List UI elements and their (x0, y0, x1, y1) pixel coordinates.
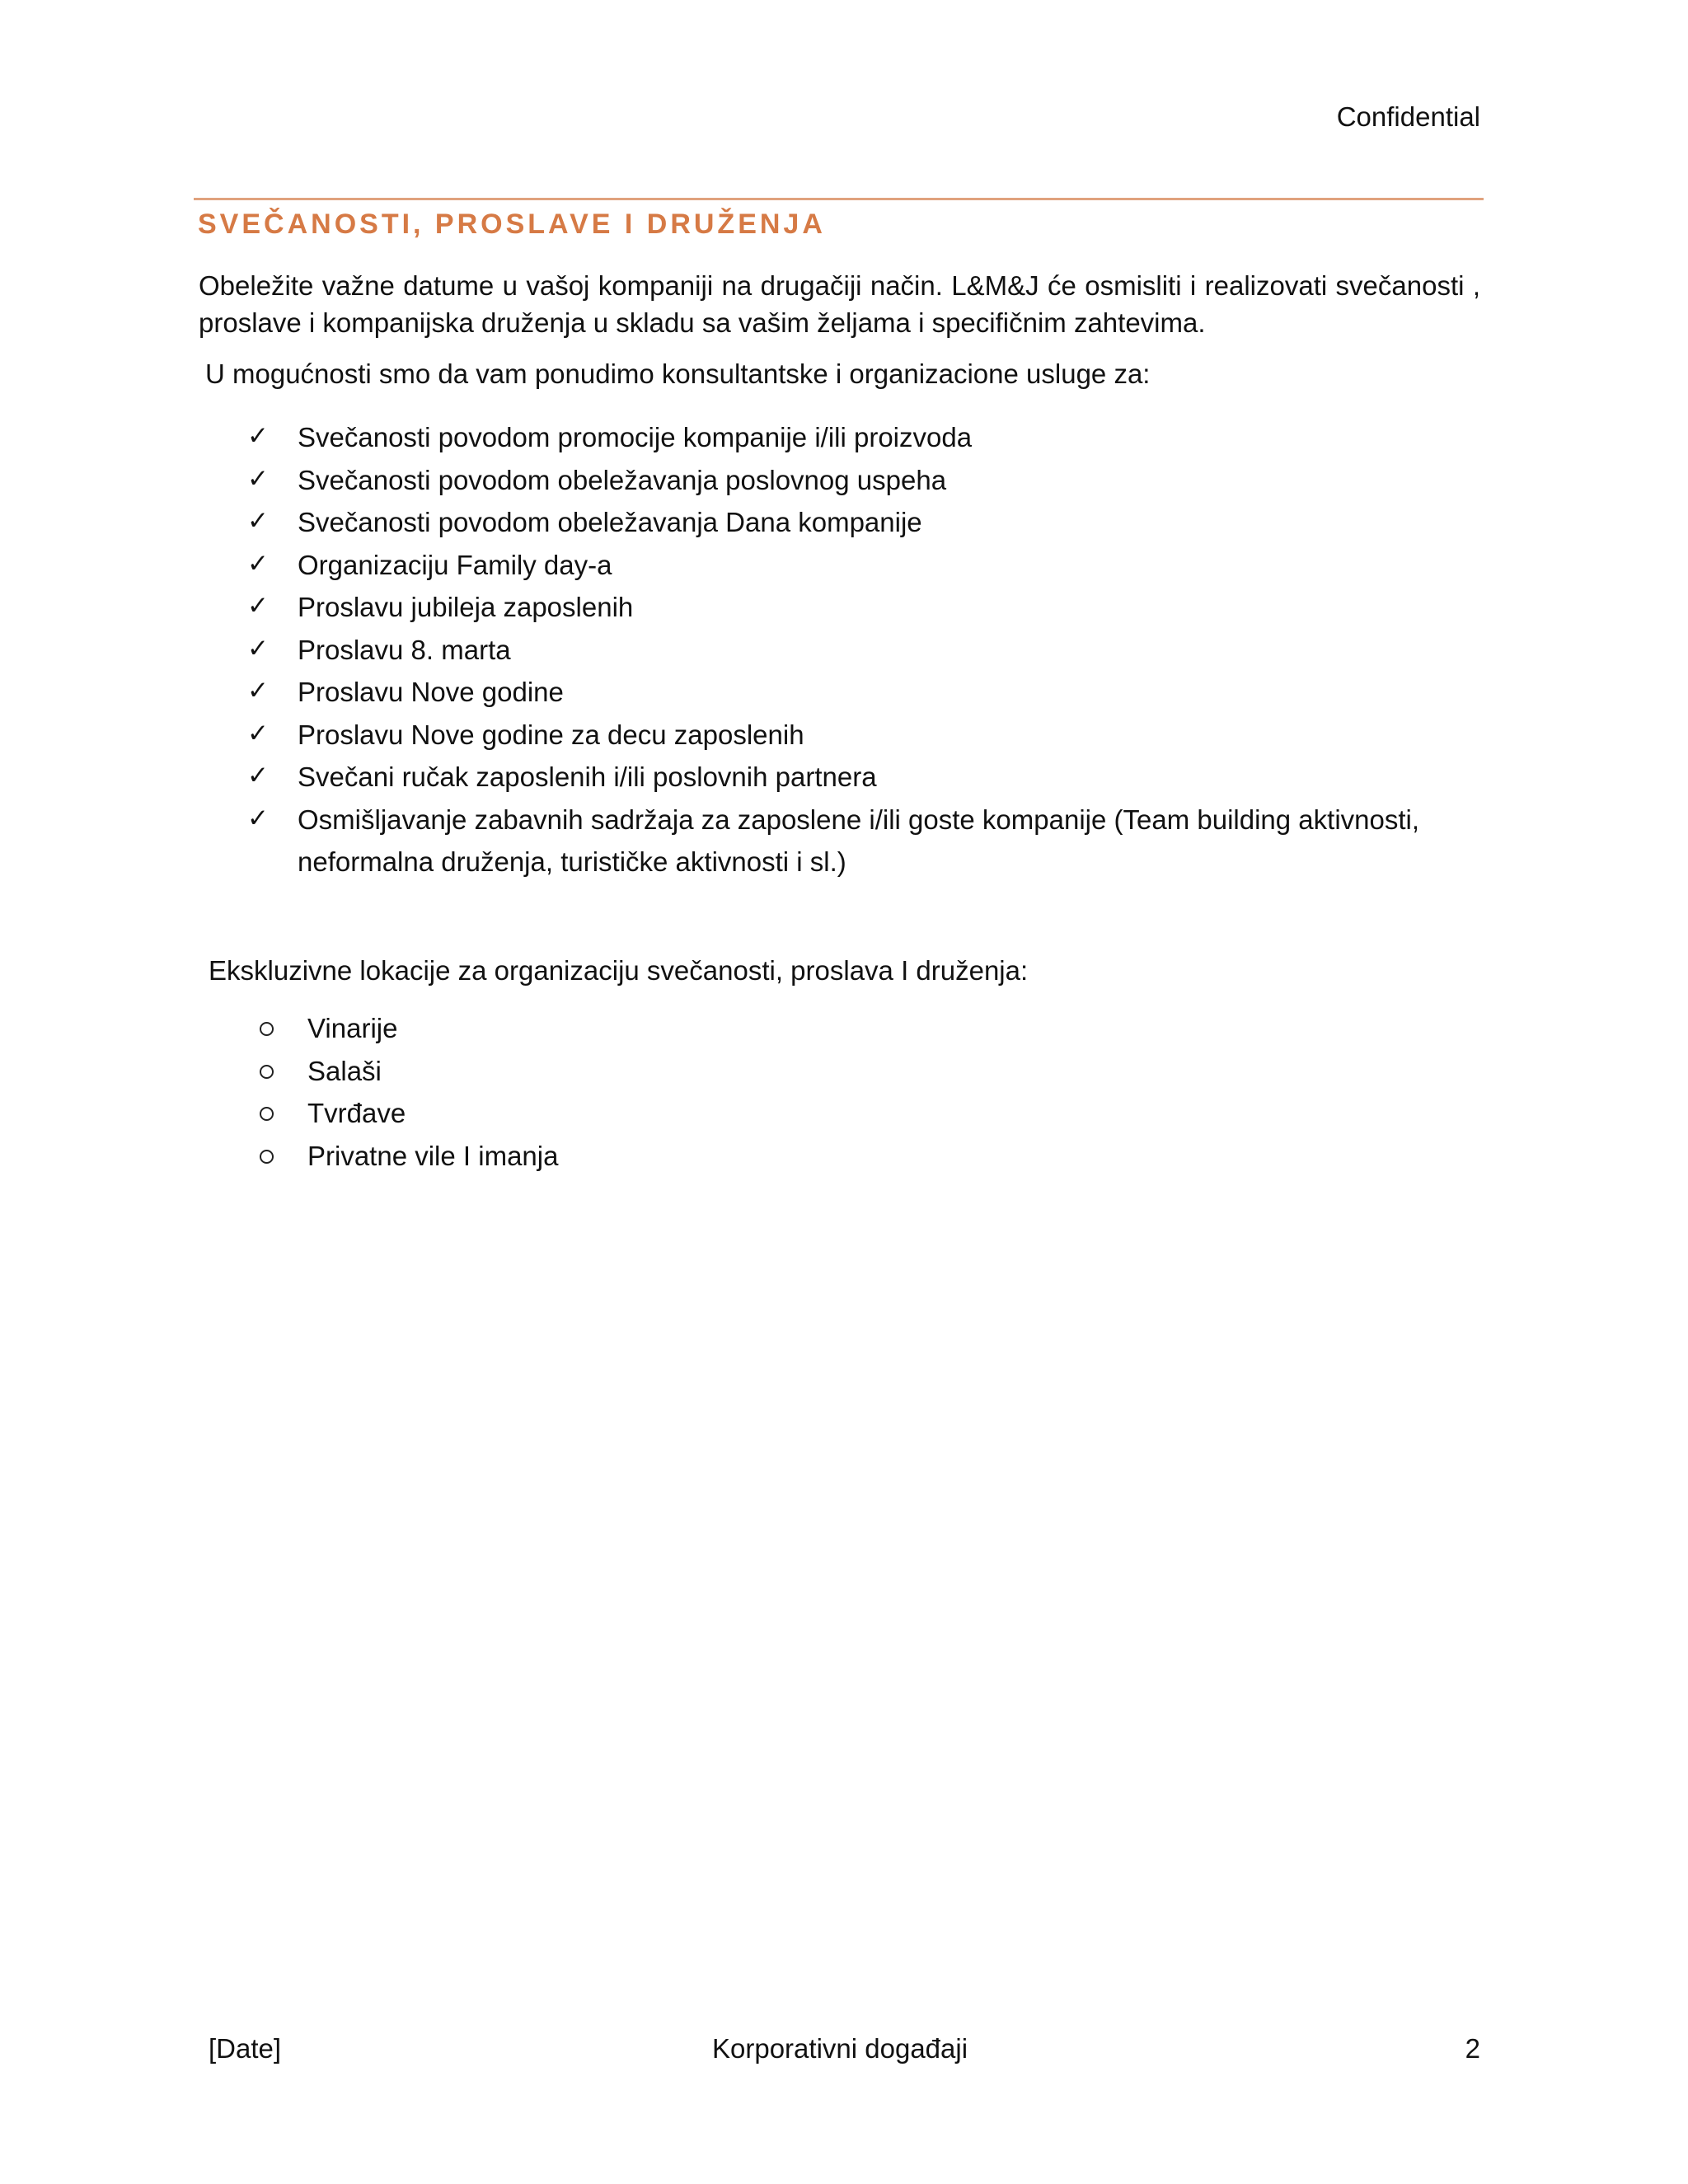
service-item-label: Proslavu 8. marta (298, 634, 511, 665)
location-item (257, 1092, 558, 1135)
service-item-label: Osmišljavanje zabavnih sadržaja za zaposlene i/ili goste kompanije (Team building aktivnosti, neformalna druženja, turističke aktivnosti i sl.) (298, 804, 1420, 877)
service-item-label: Svečanosti povodom promocije kompanije i/ili proizvoda (298, 422, 973, 452)
location-item (257, 1050, 558, 1093)
service-item (247, 629, 1484, 672)
service-item-label: Svečani ručak zaposlenih i/ili poslovnih partnera (298, 762, 877, 792)
confidential-label: Confidential (1336, 101, 1480, 132)
service-item (247, 671, 1484, 714)
service-item-label: Proslavu Nove godine (298, 677, 564, 707)
service-item (247, 714, 1484, 757)
service-item (247, 416, 1484, 459)
services-list (247, 416, 1484, 883)
checkmark-icon: ✓ (247, 676, 269, 705)
location-item-label: Tvrđave (307, 1098, 406, 1128)
location-item-label: Vinarije (307, 1013, 398, 1043)
footer-date: [Date] (209, 2033, 282, 2064)
circle-bullet-icon (260, 1150, 274, 1164)
service-item-label: Proslavu Nove godine za decu zaposlenih (298, 719, 804, 750)
service-item-label: Svečanosti povodom obeležavanja Dana kompanije (298, 507, 922, 537)
service-item (247, 799, 1484, 883)
section-divider (194, 198, 1484, 200)
location-item (257, 1135, 558, 1178)
service-item (247, 756, 1484, 799)
services-lead-text: U mogućnosti smo da vam ponudimo konsultantske i organizacione usluge za: (205, 359, 1151, 389)
service-item-label: Svečanosti povodom obeležavanja poslovnog uspeha (298, 464, 947, 495)
checkmark-icon: ✓ (247, 803, 269, 832)
section-title: SVEČANOSTI, PROSLAVE I DRUŽENJA (198, 209, 826, 240)
locations-lead-text: Ekskluzivne lokacije za organizaciju svečanosti, proslava I druženja: (209, 955, 1029, 986)
page-number: 2 (1465, 2033, 1480, 2064)
circle-bullet-icon (260, 1107, 274, 1121)
circle-bullet-icon (260, 1022, 274, 1036)
checkmark-icon: ✓ (247, 633, 269, 663)
checkmark-icon: ✓ (247, 421, 269, 450)
service-item-label: Organizaciju Family day-a (298, 549, 612, 580)
location-item (257, 1007, 558, 1050)
checkmark-icon: ✓ (247, 548, 269, 578)
intro-paragraph: Obeležite važne datume u vašoj kompaniji na drugačiji način. L&M&J će osmisliti i realizovati svečanosti , proslave i kompanijska druženja u skladu sa vašim željama i specifičnim zahtevima. (199, 270, 1480, 338)
locations-list (257, 1007, 558, 1177)
checkmark-icon: ✓ (247, 761, 269, 790)
checkmark-icon: ✓ (247, 591, 269, 620)
service-item-label: Proslavu jubileja zaposlenih (298, 592, 634, 622)
circle-bullet-icon (260, 1065, 274, 1079)
footer-title: Korporativni događaji (712, 2033, 968, 2064)
location-item-label: Privatne vile I imanja (307, 1140, 559, 1171)
checkmark-icon: ✓ (247, 506, 269, 535)
service-item (247, 459, 1484, 502)
service-item (247, 544, 1484, 587)
checkmark-icon: ✓ (247, 718, 269, 748)
checkmark-icon: ✓ (247, 463, 269, 493)
service-item (247, 501, 1484, 544)
service-item (247, 586, 1484, 629)
location-item-label: Salaši (307, 1055, 382, 1086)
